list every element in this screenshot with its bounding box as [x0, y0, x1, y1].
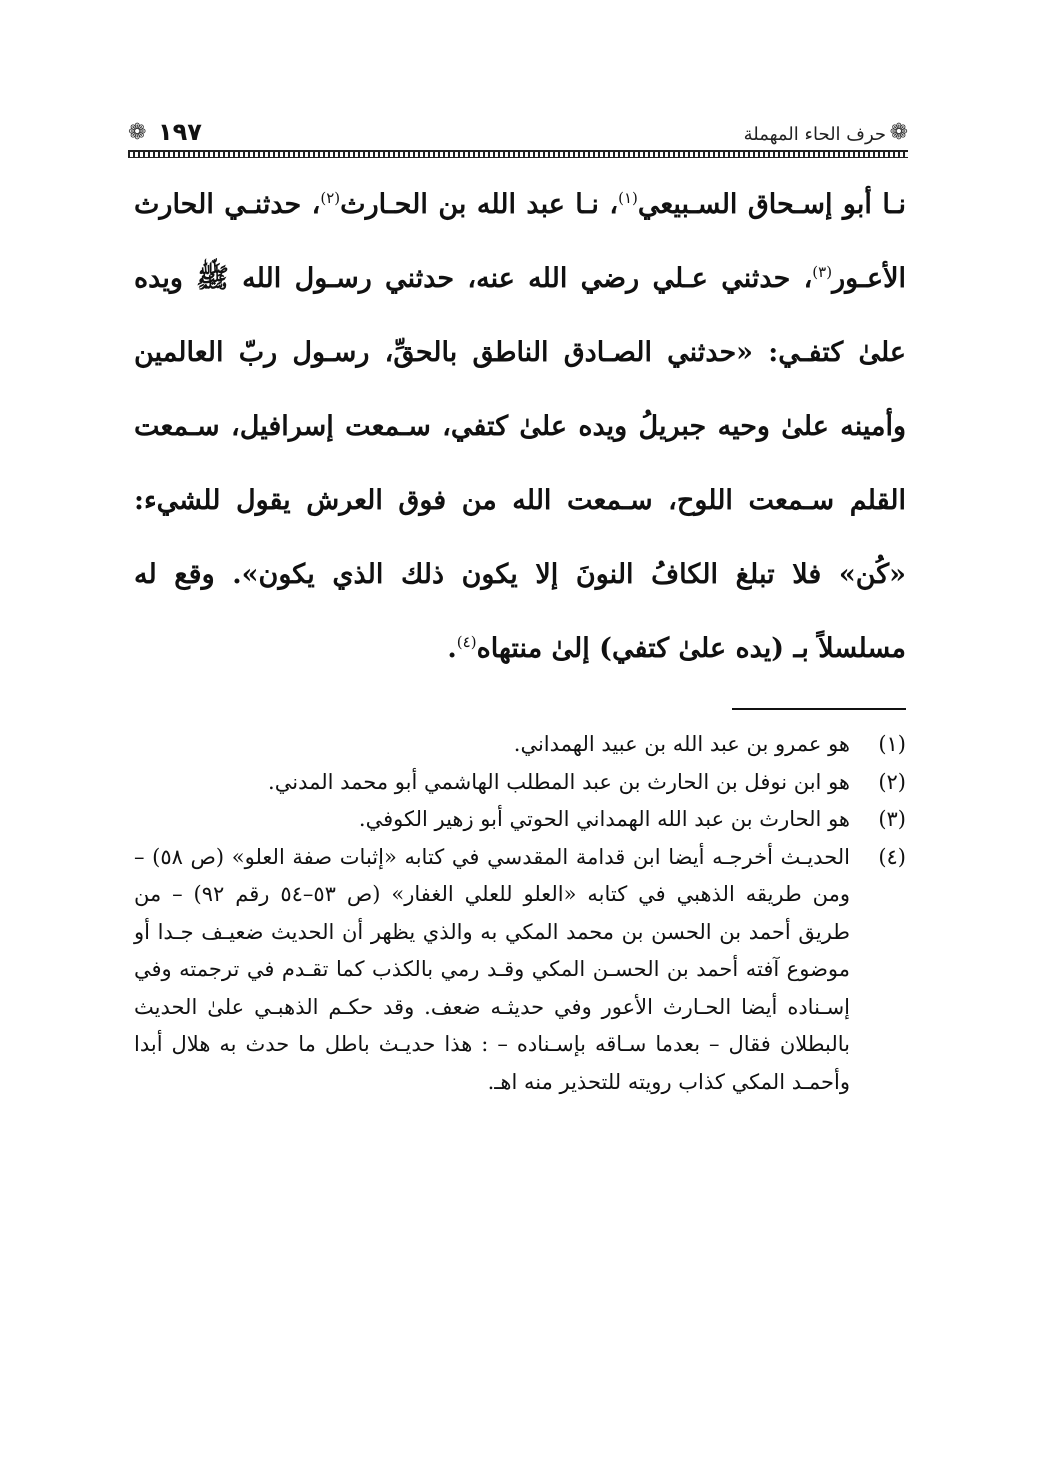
page-number: ١٩٧	[158, 118, 202, 146]
footnote-item	[134, 839, 906, 1102]
main-text-segment-3: ، حدثنـي الحارث الأعـور	[134, 189, 906, 294]
main-text-end: .	[447, 633, 457, 664]
footnote-ref-2[interactable]: (٢)	[320, 189, 341, 207]
footnote-separator	[732, 708, 906, 710]
footnote-number: (٢)	[878, 769, 906, 794]
header-ornament-right-icon: ❁	[889, 120, 908, 145]
footnote-number: (١)	[878, 732, 906, 756]
header-rule	[128, 150, 908, 158]
page-header	[128, 112, 908, 158]
footnote-text: هو ابن نوفل بن الحارث بن عبد المطلب الهاشمي أبو محمد المدني.	[268, 769, 850, 794]
footnote-item	[134, 801, 906, 839]
footnote-item	[134, 726, 906, 764]
footnote-text: هو الحارث بن عبد الله الهمداني الحوتي أبو زهير الكوفي.	[358, 807, 850, 831]
main-text-segment-4: ، حدثني عـلي رضي الله عنه، حدثني رسـول الله ﷺ ويده علىٰ كتفـي: «حدثني الصـادق الناطق بالحقِّ، رسـول ربّ العالمين وأمينه علىٰ وحيه جبريلُ ويده علىٰ كتفي، سـمعت إسرافيل، سـمعت القلم سـمعت اللوح، سـمعت الله من فوق العرش يقول للشيء: «كُن» فلا تبلغ الكافُ النونَ إلا يكون ذلك الذي يكون». وقع له مسلسلاً بـ (يده علىٰ كتفي) إلىٰ منتهاه	[134, 263, 906, 664]
footnote-item	[134, 764, 906, 802]
main-text-segment-2: ، نـا عبد الله بن الحـارث	[340, 189, 619, 220]
footnote-ref-4[interactable]: (٤)	[456, 633, 477, 651]
footnote-ref-1[interactable]: (١)	[618, 189, 638, 207]
footnote-number: (٤)	[878, 844, 906, 869]
header-ornament-left-icon: ❁	[128, 120, 147, 145]
main-text-segment-1: نـا أبو إسـحاق السـبيعي	[637, 189, 906, 220]
main-paragraph	[134, 168, 906, 686]
footnote-number: (٣)	[878, 807, 906, 831]
footnotes	[134, 726, 906, 1101]
footnote-text: هو عمرو بن عبد الله بن عبيد الهمداني.	[513, 732, 850, 756]
main-text	[134, 168, 906, 686]
footnote-text: الحديـث أخرجـه أيضا ابن قدامة المقدسي في كتابه «إثبات صفة العلو» (ص ٥٨) – ومن طريقه الذهبي في كتابه «العلو للعلي الغفار» (ص ٥٣–٥٤ رقم ٩٢) – من طريق أحمد بن الحسن بن محمد المكي به والذي يظهر أن الحديث ضعيـف جـدا أو موضوع آفته أحمد بن الحسـن المكي وقـد رمي بالكذب كما تقـدم في ترجمته وفي إسـناده أيضا الحـارث الأعور وفي حديثـه ضعف. وقد حكـم الذهبـي علىٰ الحديث بالبطلان فقال – بعدما سـاقه بإسـناده – : هذا حديـث باطل ما حدث به هلال أبدا وأحمـد المكي كذاب رويته للتحذير منه اهـ.	[134, 844, 851, 1094]
running-title: حرف الحاء المهملة	[743, 124, 886, 145]
footnote-ref-3[interactable]: (٣)	[812, 263, 833, 281]
